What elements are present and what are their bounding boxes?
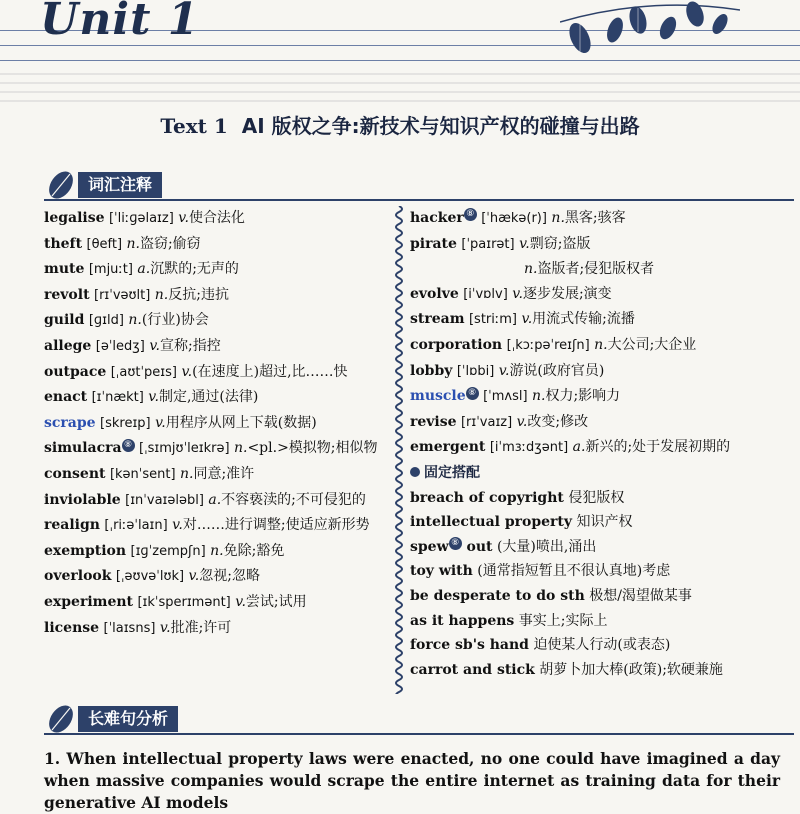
phrases-heading	[410, 461, 795, 486]
phrase-text: breach of copyright	[410, 489, 564, 506]
vocab-word: legalise	[44, 210, 105, 226]
vocab-phonetic: [iˈmɜːdʒənt]	[489, 440, 569, 456]
sentence-section-title: 长难句分析	[78, 706, 178, 732]
vocab-phonetic: [striːm]	[468, 312, 517, 328]
vocab-meaning: 逐步发展;演变	[522, 285, 612, 302]
vocab-list-right	[410, 206, 795, 682]
vocab-word: scrape	[44, 414, 96, 431]
vocab-word: pirate	[410, 235, 457, 252]
text-title	[0, 110, 800, 139]
vocab-phonetic: [ˈliːɡəlaɪz]	[108, 211, 174, 226]
vocab-phonetic: [əˈledʒ]	[95, 338, 145, 354]
phrase-meaning: 侵犯版权	[568, 489, 625, 506]
leaf-icon	[44, 702, 78, 736]
sentence-analysis-1: 1. When intellectual property laws were enacted, no one could have imagined a day when massive companies would scrape the entire internet as training data for their generative AI models	[44, 749, 780, 812]
vocab-word: evolve	[410, 285, 459, 302]
vocab-entry	[410, 232, 795, 258]
vocab-phonetic: [ˈlaɪsns]	[103, 620, 156, 636]
vocab-entry	[44, 539, 382, 565]
vocab-phonetic: [ˌəʊvəˈlʊk]	[115, 569, 185, 585]
vocab-meaning: 使合法化	[188, 210, 245, 226]
phrases-heading-label: 固定搭配	[424, 464, 480, 481]
vocab-word: revolt	[44, 286, 90, 303]
vocab-list-left	[44, 206, 382, 641]
vocab-entry	[44, 257, 382, 283]
text-title-label: AI 版权之争:新技术与知识产权的碰撞与出路	[241, 114, 640, 138]
vocab-meaning: 盗窃;偷窃	[139, 235, 201, 252]
vocab-phonetic: [rɪˈvaɪz]	[460, 414, 513, 430]
phrase-meaning: 极想/渴望做某事	[589, 587, 692, 604]
vocab-meaning: 游说(政府官员)	[509, 362, 605, 379]
phrase-text: as it happens	[410, 612, 515, 629]
vocab-pos: n.	[524, 261, 538, 278]
phrase-meaning: (大量)喷出,涌出	[496, 538, 597, 555]
vocab-phonetic: [iˈvɒlv]	[463, 286, 508, 302]
vocab-word: enact	[44, 389, 88, 406]
phrase-text: spew	[410, 538, 449, 555]
vocab-pos: v.	[519, 235, 530, 252]
vocab-word: allege	[44, 337, 92, 354]
vocab-entry	[44, 411, 382, 437]
vocab-entry	[44, 232, 382, 258]
phrase-text: intellectual property	[410, 514, 573, 531]
vocab-meaning: 新兴的;处于发展初期的	[585, 439, 731, 456]
vocab-pos: v.	[178, 210, 189, 226]
frequency-mark-icon: ⑧	[464, 208, 477, 221]
vocab-entry	[410, 206, 795, 232]
vocab-entry	[410, 435, 795, 461]
phrase-entry	[410, 486, 795, 511]
sentence-section-header	[44, 706, 794, 734]
phrase-entry	[410, 559, 795, 584]
frequency-mark-icon: ⑧	[466, 387, 479, 400]
vocab-word: mute	[44, 261, 85, 278]
phrase-text: out	[461, 538, 493, 555]
vocab-word: inviolable	[44, 491, 121, 508]
phrase-entry	[410, 535, 795, 560]
vocab-word: lobby	[410, 362, 453, 379]
vocab-entry	[410, 307, 795, 333]
phrase-entry	[410, 510, 795, 535]
phrase-meaning: 知识产权	[576, 514, 633, 531]
vocab-phonetic: [ɪɡˈzempʃn]	[130, 543, 206, 559]
vocab-meaning: (行业)协会	[141, 312, 209, 329]
vocab-entry	[44, 462, 382, 488]
leaf-icon	[44, 168, 78, 202]
bullet-icon	[410, 467, 420, 477]
vocab-meaning: 用流式传输;流播	[532, 311, 635, 328]
vocab-meaning: 对……进行调整;使适应新形势	[182, 517, 370, 534]
unit-title: Unit 1	[40, 0, 200, 45]
vocab-entry	[44, 616, 382, 642]
vocab-entry	[44, 564, 382, 590]
vocab-meaning: 尝试;试用	[245, 593, 307, 610]
vocab-phonetic: [ˈhækə(r)]	[481, 211, 547, 226]
vocab-meaning: <pl.>模拟物;相似物	[247, 440, 378, 457]
vocab-entry	[44, 385, 382, 411]
frequency-mark-icon: ⑧	[449, 537, 462, 550]
phrase-meaning: 迫使某人行动(或表态)	[533, 637, 671, 654]
vocab-pos: v.	[498, 362, 510, 379]
frequency-mark-icon: ⑧	[122, 439, 135, 452]
vocab-meaning: 沉默的;无声的	[150, 261, 239, 278]
vocab-phonetic: [skreɪp]	[100, 415, 151, 431]
vocab-word: hacker	[410, 210, 464, 226]
vocab-entry	[44, 436, 382, 462]
phrase-meaning: 事实上;实际上	[518, 612, 608, 629]
vocab-entry	[44, 308, 382, 334]
vocab-phonetic: [θeft]	[86, 236, 123, 252]
vocab-meaning: 同意;准许	[193, 465, 255, 482]
vocab-pos: v.	[148, 389, 159, 406]
vocab-meaning: 宣称;指控	[160, 337, 221, 354]
phrase-meaning: 胡萝卜加大棒(政策);软硬兼施	[539, 661, 723, 678]
vocab-entry	[410, 333, 795, 359]
phrase-text: be desperate to do sth	[410, 587, 585, 604]
vocab-entry	[44, 334, 382, 360]
vocab-meaning: 用程序从网上下载(数据)	[165, 414, 317, 431]
vocab-phonetic: [ˌriːəˈlaɪn]	[104, 518, 168, 534]
phrase-text: force sb's hand	[410, 637, 529, 654]
vocab-word: muscle	[410, 388, 466, 405]
vocab-phonetic: [ɪˈnækt]	[91, 390, 144, 406]
vocab-entry	[44, 206, 382, 232]
vocab-phonetic: [ˈpaɪrət]	[461, 236, 515, 252]
vocab-word: exemption	[44, 542, 127, 559]
vocab-phonetic: [ˌsɪmjʊˈleɪkrə]	[139, 441, 230, 457]
vocab-word: guild	[44, 312, 85, 329]
vocab-phonetic: [ɡɪld]	[88, 313, 124, 329]
vocab-entry	[410, 282, 795, 308]
vocab-pos: a.	[208, 491, 222, 508]
vocab-meaning: 黑客;骇客	[564, 210, 626, 226]
vocab-pos: v.	[181, 363, 193, 380]
vocab-pos: n.	[128, 312, 142, 329]
vocab-pos: n.	[179, 465, 194, 482]
vocab-pos: n.	[126, 235, 140, 252]
phrase-text: carrot and stick	[410, 661, 535, 678]
vocab-meaning: (在速度上)超过,比……快	[192, 363, 348, 380]
vocab-entry	[44, 283, 382, 309]
vocab-pos: v.	[512, 285, 523, 302]
vocab-phonetic: [ɪnˈvaɪələbl]	[125, 492, 204, 508]
text-number: Text 1	[160, 114, 228, 138]
vocab-phonetic: [ˈmʌsl]	[483, 389, 528, 405]
vocab-word: theft	[44, 235, 83, 252]
vocab-pos: v.	[235, 593, 246, 610]
vocab-pos: v.	[188, 568, 200, 585]
vocab-phonetic: [ˌkɔːpəˈreɪʃn]	[506, 337, 590, 353]
vocab-phonetic: [kənˈsent]	[109, 466, 176, 482]
vocab-word: experiment	[44, 593, 134, 610]
phrase-entry	[410, 633, 795, 658]
vocab-pos: v.	[155, 414, 166, 431]
vocab-entry	[410, 257, 795, 282]
vocab-word: emergent	[410, 439, 486, 456]
vocab-pos: v.	[516, 413, 528, 430]
page-header	[0, 0, 800, 92]
phrase-meaning: (通常指短暂且不很认真地)考虑	[477, 563, 671, 580]
vocab-entry	[44, 360, 382, 386]
vocab-word: consent	[44, 465, 106, 482]
vocab-entry	[410, 384, 795, 410]
vocab-pos: n.	[154, 286, 169, 303]
vocab-word: overlook	[44, 568, 112, 585]
vocab-pos: a.	[137, 261, 151, 278]
vocab-pos: n.	[551, 210, 565, 226]
vocab-meaning: 反抗;违抗	[168, 286, 229, 303]
leaf-decoration-icon	[560, 0, 740, 70]
vocab-entry	[44, 513, 382, 539]
vocab-pos: n.	[532, 388, 546, 405]
wavy-divider	[393, 206, 405, 694]
vocab-entry	[44, 590, 382, 616]
vocab-pos: v.	[521, 311, 533, 328]
bleed-through-text	[0, 66, 800, 106]
vocab-phonetic: [ˌaʊtˈpeɪs]	[110, 364, 177, 380]
phrase-text: toy with	[410, 563, 473, 580]
vocab-word: realign	[44, 517, 100, 534]
vocab-meaning: 批准;许可	[170, 619, 232, 636]
phrase-entry	[410, 658, 795, 683]
vocab-pos: v.	[172, 517, 183, 534]
phrase-entry	[410, 609, 795, 634]
vocab-meaning: 大公司;大企业	[607, 336, 697, 353]
vocab-section-title: 词汇注释	[78, 172, 162, 198]
vocab-meaning: 改变;修改	[527, 413, 589, 430]
vocab-word: corporation	[410, 336, 503, 353]
vocab-entry	[410, 410, 795, 436]
vocab-pos: a.	[572, 439, 586, 456]
vocab-pos: n.	[233, 440, 248, 457]
vocab-phonetic: [ɪkˈsperɪmənt]	[137, 594, 231, 610]
vocab-pos: v.	[149, 337, 161, 354]
vocab-word: license	[44, 619, 100, 636]
vocab-word: simulacra	[44, 440, 122, 457]
vocab-entry	[410, 359, 795, 385]
vocab-entry	[44, 488, 382, 514]
vocab-meaning: 不容亵渎的;不可侵犯的	[221, 491, 366, 508]
vocab-phonetic: [rɪˈvəʊlt]	[94, 287, 151, 303]
vocab-meaning: 剽窃;盗版	[529, 235, 591, 252]
vocab-word: outpace	[44, 363, 107, 380]
vocab-phonetic: [mjuːt]	[88, 262, 133, 278]
phrase-entry	[410, 584, 795, 609]
vocab-pos: n.	[594, 336, 608, 353]
vocab-meaning: 免除;豁免	[223, 542, 285, 559]
vocab-meaning: 制定,通过(法律)	[158, 389, 259, 406]
vocab-word: stream	[410, 311, 465, 328]
vocab-pos: v.	[159, 619, 171, 636]
vocab-word: revise	[410, 413, 457, 430]
vocab-meaning: 盗版者;侵犯版权者	[537, 261, 655, 278]
vocab-pos: n.	[210, 542, 224, 559]
vocab-phonetic: [ˈlɒbi]	[456, 363, 495, 379]
vocab-meaning: 忽视;忽略	[199, 568, 260, 585]
vocab-meaning: 权力;影响力	[545, 388, 621, 405]
vocab-section-header	[44, 172, 794, 200]
